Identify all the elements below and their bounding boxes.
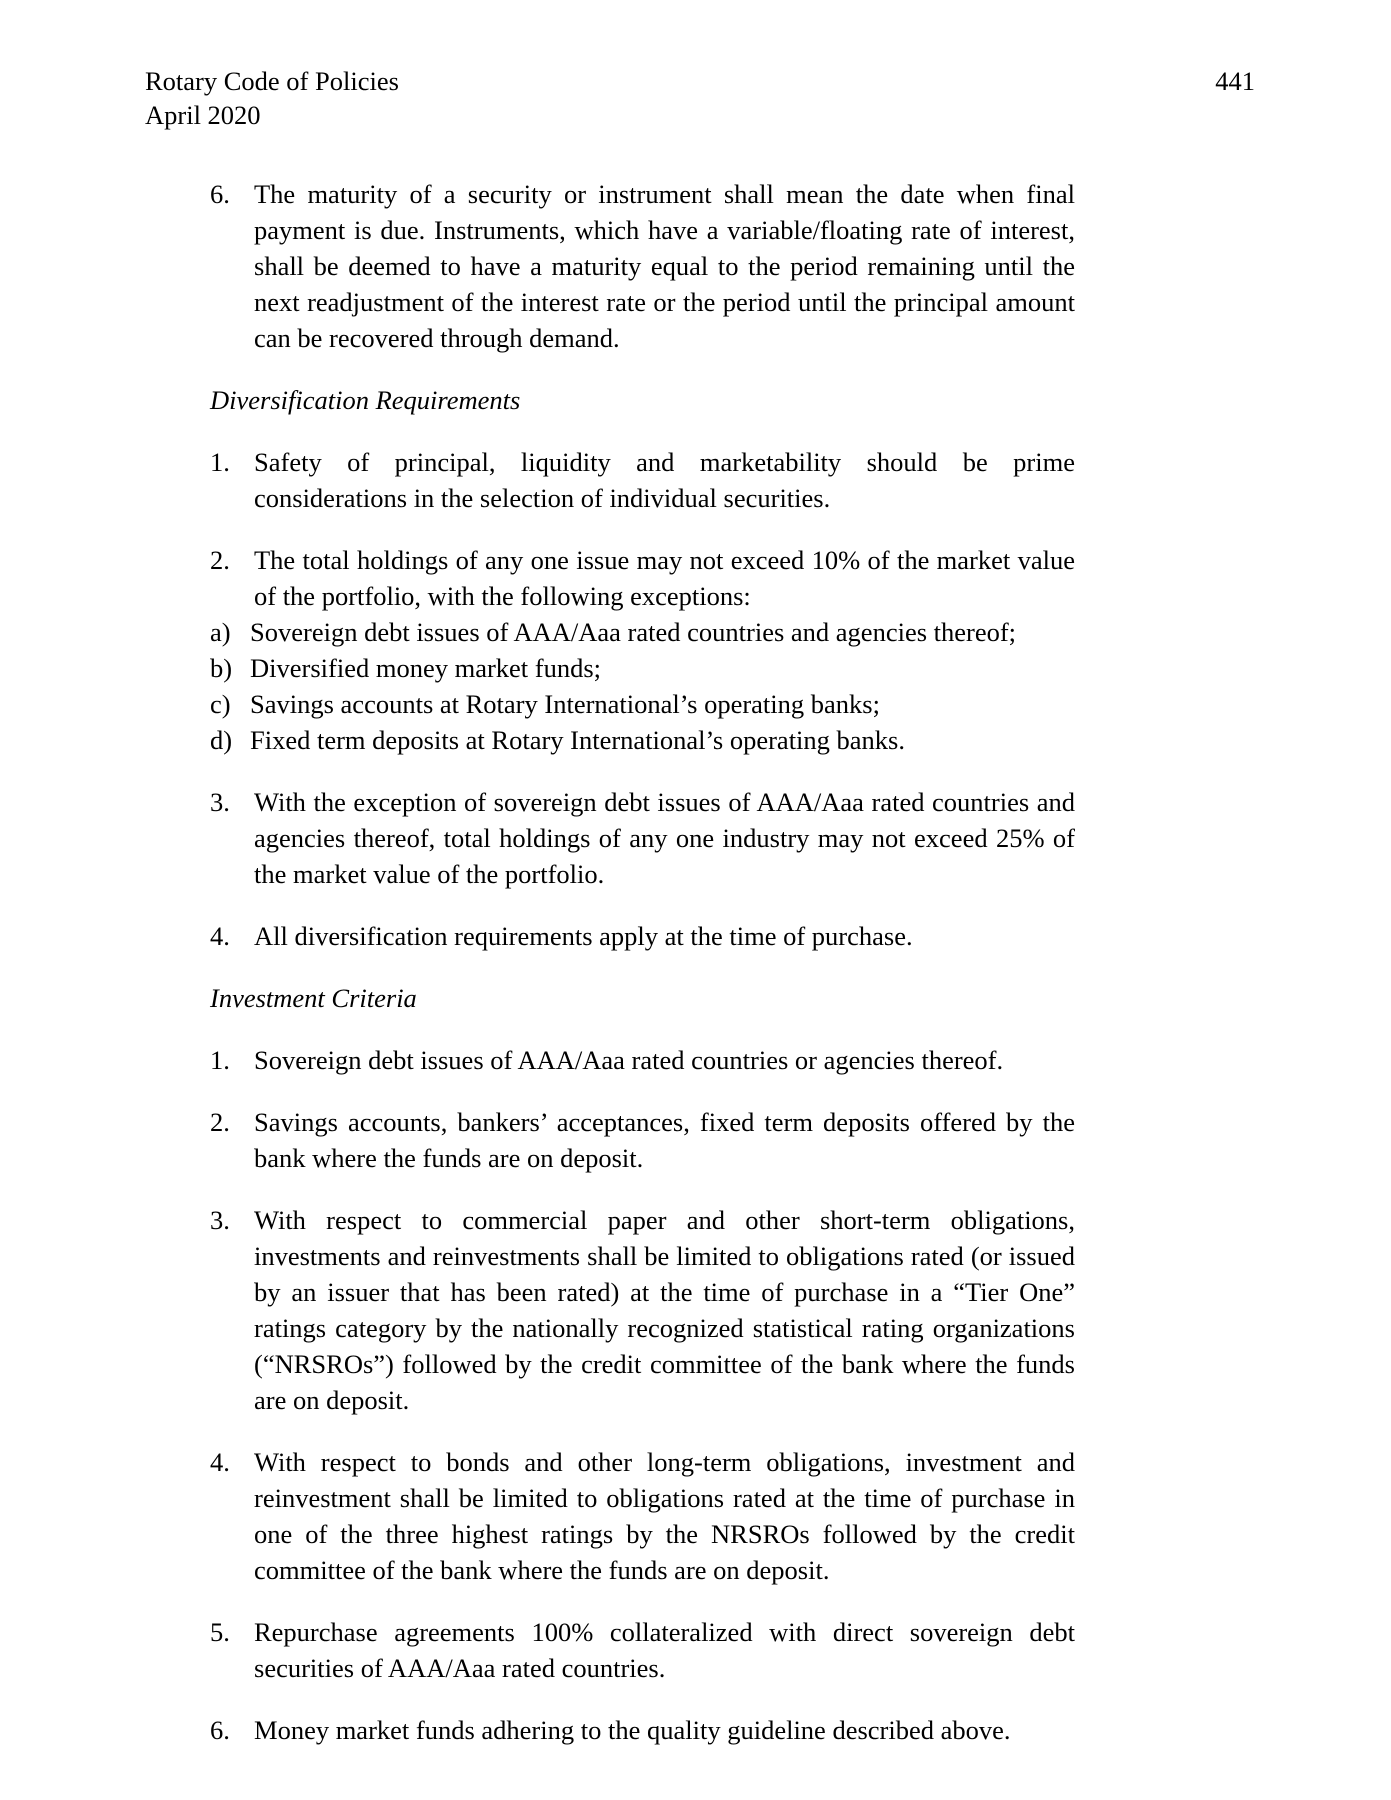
section-heading: Investment Criteria bbox=[210, 983, 417, 1013]
list-item-text: With respect to bonds and other long-term obligations, investment and reinvestment shall be limited to obligations rated at the time of purchase in one of the three highest ratings by the NRSROs followed by the credit committee of the bank where the funds are on deposit. bbox=[254, 1447, 1075, 1585]
sub-list-marker: c) bbox=[210, 689, 231, 719]
list-item-text: Savings accounts, bankers’ acceptances, fixed term deposits offered by the bank where the funds are on deposit. bbox=[254, 1107, 1075, 1173]
list-item-text: Sovereign debt issues of AAA/Aaa rated countries or agencies thereof. bbox=[254, 1045, 1004, 1075]
sub-list-item-text: Fixed term deposits at Rotary International’s operating banks. bbox=[250, 725, 905, 755]
sub-list-item bbox=[210, 686, 1075, 722]
sub-list-marker: a) bbox=[210, 617, 231, 647]
document-title: Rotary Code of Policies bbox=[145, 66, 399, 96]
list-item bbox=[210, 176, 1075, 356]
document-date: April 2020 bbox=[145, 100, 261, 130]
list-item-text: The total holdings of any one issue may not exceed 10% of the market value of the portfolio, with the following exceptions: bbox=[254, 545, 1075, 611]
list-item-text: With respect to commercial paper and other short-term obligations, investments and reinvestments shall be limited to obligations rated (or issued by an issuer that has been rated) at the time of purchase in a “Tier One” ratings category by the nationally recognized statistical rating organizations (“NRSROs”) followed by the credit committee of the bank where the funds are on deposit. bbox=[254, 1205, 1075, 1415]
sub-list-item bbox=[210, 614, 1075, 650]
section-continued-list bbox=[210, 176, 1075, 356]
sub-list-marker: d) bbox=[210, 725, 233, 755]
document-body bbox=[210, 176, 1075, 1774]
list-marker: 2. bbox=[210, 545, 230, 575]
list-item bbox=[210, 542, 1075, 758]
list-item bbox=[210, 1104, 1075, 1176]
list-item bbox=[210, 1712, 1075, 1748]
sub-list-item bbox=[210, 722, 1075, 758]
list-marker: 3. bbox=[210, 1205, 230, 1235]
list-marker: 5. bbox=[210, 1617, 230, 1647]
list-item bbox=[210, 1614, 1075, 1686]
list-marker: 6. bbox=[210, 1715, 230, 1745]
section-investment-criteria bbox=[210, 980, 1075, 1748]
list-item bbox=[210, 1444, 1075, 1588]
sub-list-item-text: Savings accounts at Rotary International’s operating banks; bbox=[250, 689, 880, 719]
list-marker: 4. bbox=[210, 921, 230, 951]
list-item-text: All diversification requirements apply at the time of purchase. bbox=[254, 921, 913, 951]
list-item bbox=[210, 784, 1075, 892]
section-diversification-requirements bbox=[210, 382, 1075, 954]
running-head bbox=[145, 64, 1255, 132]
list-marker: 1. bbox=[210, 447, 230, 477]
sub-list-item-text: Sovereign debt issues of AAA/Aaa rated countries and agencies thereof; bbox=[250, 617, 1017, 647]
sub-list-marker: b) bbox=[210, 653, 233, 683]
sub-list-item bbox=[210, 650, 1075, 686]
list-marker: 3. bbox=[210, 787, 230, 817]
list-item bbox=[210, 1042, 1075, 1078]
list-marker: 2. bbox=[210, 1107, 230, 1137]
list-marker: 1. bbox=[210, 1045, 230, 1075]
list-item bbox=[210, 1202, 1075, 1418]
list-item bbox=[210, 918, 1075, 954]
list-marker: 4. bbox=[210, 1447, 230, 1477]
list-item-text: Repurchase agreements 100% collateralized with direct sovereign debt securities of AAA/Aaa rated countries. bbox=[254, 1617, 1075, 1683]
list-item bbox=[210, 444, 1075, 516]
section-heading: Diversification Requirements bbox=[210, 385, 521, 415]
list-marker: 6. bbox=[210, 179, 230, 209]
list-item-text: With the exception of sovereign debt issues of AAA/Aaa rated countries and agencies thereof, total holdings of any one industry may not exceed 25% of the market value of the portfolio. bbox=[254, 787, 1075, 889]
list-item-text: Safety of principal, liquidity and marketability should be prime considerations in the selection of individual securities. bbox=[254, 447, 1075, 513]
sub-list bbox=[210, 614, 1075, 758]
list-item-text: Money market funds adhering to the quality guideline described above. bbox=[254, 1715, 1011, 1745]
list-item-text: The maturity of a security or instrument shall mean the date when final payment is due. Instruments, which have a variable/floating rate of interest, shall be deemed to have a maturity equal to the period remaining until the next readjustment of the interest rate or the period until the principal amount can be recovered through demand. bbox=[254, 179, 1075, 353]
sub-list-item-text: Diversified money market funds; bbox=[250, 653, 602, 683]
page-number: 441 bbox=[1215, 66, 1255, 96]
